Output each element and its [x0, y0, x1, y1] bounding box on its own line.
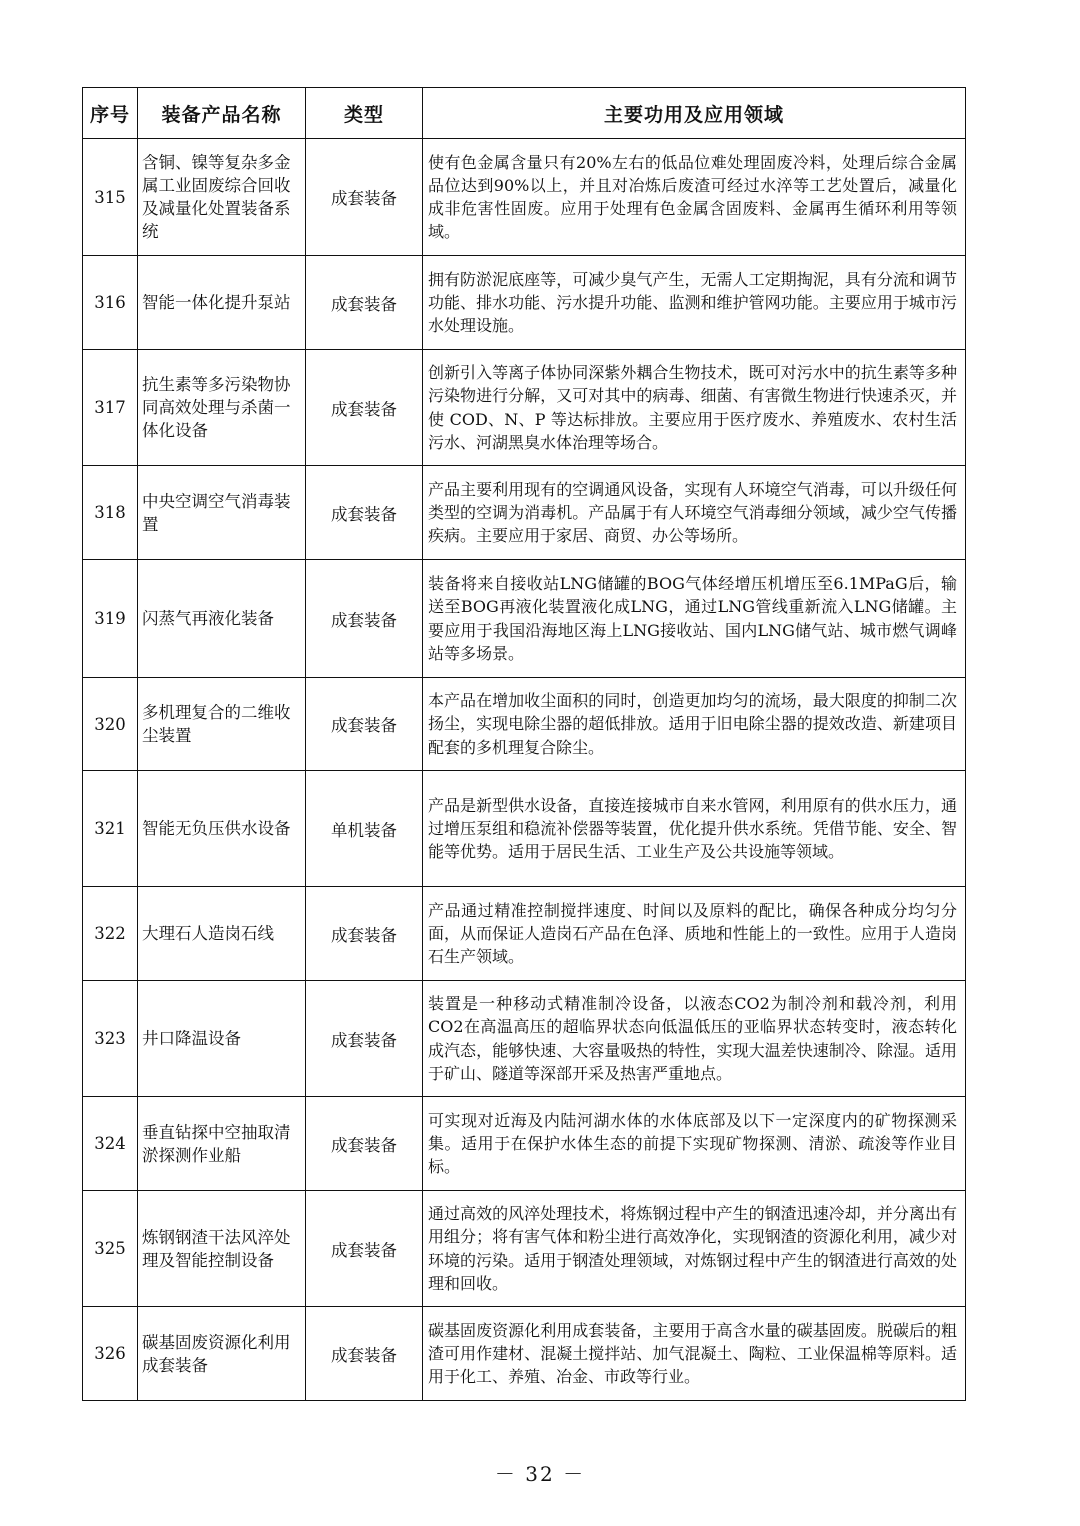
table-row	[83, 771, 966, 887]
header-type: 类型	[306, 88, 423, 139]
product-name: 垂直钻探中空抽取清淤探测作业船	[138, 1097, 306, 1191]
product-type: 成套装备	[306, 678, 423, 771]
row-number: 318	[83, 466, 138, 560]
product-description: 拥有防淤泥底座等，可减少臭气产生，无需人工定期掏泥，具有分流和调节功能、排水功能、污水提升功能、监测和维护管网功能。主要应用于城市污水处理设施。	[423, 256, 966, 350]
table-row	[83, 560, 966, 678]
product-type: 单机装备	[306, 771, 423, 887]
product-type: 成套装备	[306, 256, 423, 350]
row-number: 315	[83, 139, 138, 256]
row-number: 323	[83, 981, 138, 1097]
table-row	[83, 256, 966, 350]
product-name: 大理石人造岗石线	[138, 887, 306, 981]
product-description: 装置是一种移动式精准制冷设备，以液态CO2为制冷剂和载冷剂，利用CO2在高温高压的超临界状态向低温低压的亚临界状态转变时，液态转化成汽态，能够快速、大容量吸热的特性，实现大温差快速制冷、除湿。适用于矿山、隧道等深部开采及热害严重地点。	[423, 981, 966, 1097]
table-row	[83, 466, 966, 560]
table-row	[83, 887, 966, 981]
product-name: 碳基固废资源化利用成套装备	[138, 1307, 306, 1401]
page-number: － 32 －	[494, 1462, 586, 1486]
product-description: 产品是新型供水设备，直接连接城市自来水管网，利用原有的供水压力，通过增压泵组和稳流补偿器等装置，优化提升供水系统。凭借节能、安全、智能等优势。适用于居民生活、工业生产及公共设施等领域。	[423, 771, 966, 887]
row-number: 324	[83, 1097, 138, 1191]
product-name: 闪蒸气再液化装备	[138, 560, 306, 678]
equipment-catalog-table	[82, 87, 966, 1401]
product-type: 成套装备	[306, 887, 423, 981]
table-row	[83, 1307, 966, 1401]
product-type: 成套装备	[306, 466, 423, 560]
product-name: 井口降温设备	[138, 981, 306, 1097]
product-name: 抗生素等多污染物协同高效处理与杀菌一体化设备	[138, 350, 306, 466]
table-row	[83, 139, 966, 256]
row-number: 322	[83, 887, 138, 981]
product-type: 成套装备	[306, 139, 423, 256]
table-body	[83, 139, 966, 1401]
product-name: 智能一体化提升泵站	[138, 256, 306, 350]
header-name: 装备产品名称	[138, 88, 306, 139]
table-row	[83, 350, 966, 466]
product-description: 产品主要利用现有的空调通风设备，实现有人环境空气消毒，可以升级任何类型的空调为消毒机。产品属于有人环境空气消毒细分领域，减少空气传播疾病。主要应用于家居、商贸、办公等场所。	[423, 466, 966, 560]
table-row	[83, 1191, 966, 1307]
row-number: 326	[83, 1307, 138, 1401]
table-header-row	[83, 88, 966, 139]
product-description: 装备将来自接收站LNG储罐的BOG气体经增压机增压至6.1MPaG后，输送至BOG再液化装置液化成LNG，通过LNG管线重新流入LNG储罐。主要应用于我国沿海地区海上LNG接收站、国内LNG储气站、城市燃气调峰站等多场景。	[423, 560, 966, 678]
product-description: 通过高效的风淬处理技术，将炼钢过程中产生的钢渣迅速冷却，并分离出有用组分；将有害气体和粉尘进行高效净化，实现钢渣的资源化利用，减少对环境的污染。适用于钢渣处理领域，对炼钢过程中产生的钢渣进行高效的处理和回收。	[423, 1191, 966, 1307]
product-type: 成套装备	[306, 350, 423, 466]
product-description: 使有色金属含量只有20%左右的低品位难处理固废冷料，处理后综合金属品位达到90%以上，并且对冶炼后废渣可经过水淬等工艺处置后，减量化成非危害性固废。应用于处理有色金属含固废料、金属再生循环利用等领域。	[423, 139, 966, 256]
row-number: 316	[83, 256, 138, 350]
row-number: 320	[83, 678, 138, 771]
table-row	[83, 981, 966, 1097]
table-row	[83, 1097, 966, 1191]
row-number: 325	[83, 1191, 138, 1307]
product-name: 智能无负压供水设备	[138, 771, 306, 887]
product-name: 中央空调空气消毒装置	[138, 466, 306, 560]
row-number: 321	[83, 771, 138, 887]
header-desc: 主要功用及应用领域	[423, 88, 966, 139]
product-type: 成套装备	[306, 1191, 423, 1307]
product-type: 成套装备	[306, 560, 423, 678]
product-name: 炼钢钢渣干法风淬处理及智能控制设备	[138, 1191, 306, 1307]
row-number: 319	[83, 560, 138, 678]
row-number: 317	[83, 350, 138, 466]
table-row	[83, 678, 966, 771]
product-description: 碳基固废资源化利用成套装备，主要用于高含水量的碳基固废。脱碳后的粗渣可用作建材、混凝土搅拌站、加气混凝土、陶粒、工业保温棉等原料。适用于化工、养殖、冶金、市政等行业。	[423, 1307, 966, 1401]
header-no: 序号	[83, 88, 138, 139]
product-description: 可实现对近海及内陆河湖水体的水体底部及以下一定深度内的矿物探测采集。适用于在保护水体生态的前提下实现矿物探测、清淤、疏浚等作业目标。	[423, 1097, 966, 1191]
product-type: 成套装备	[306, 1097, 423, 1191]
product-description: 创新引入等离子体协同深紫外耦合生物技术，既可对污水中的抗生素等多种污染物进行分解，又可对其中的病毒、细菌、有害微生物进行快速杀灭，并使 COD、N、P 等达标排放。主要应用于医疗废水、养殖废水、农村生活污水、河湖黑臭水体治理等场合。	[423, 350, 966, 466]
product-name: 多机理复合的二维收尘装置	[138, 678, 306, 771]
product-name: 含铜、镍等复杂多金属工业固废综合回收及减量化处置装备系统	[138, 139, 306, 256]
product-type: 成套装备	[306, 981, 423, 1097]
product-description: 本产品在增加收尘面积的同时，创造更加均匀的流场，最大限度的抑制二次扬尘，实现电除尘器的超低排放。适用于旧电除尘器的提效改造、新建项目配套的多机理复合除尘。	[423, 678, 966, 771]
product-type: 成套装备	[306, 1307, 423, 1401]
product-description: 产品通过精准控制搅拌速度、时间以及原料的配比，确保各种成分均匀分面，从而保证人造岗石产品在色泽、质地和性能上的一致性。应用于人造岗石生产领域。	[423, 887, 966, 981]
